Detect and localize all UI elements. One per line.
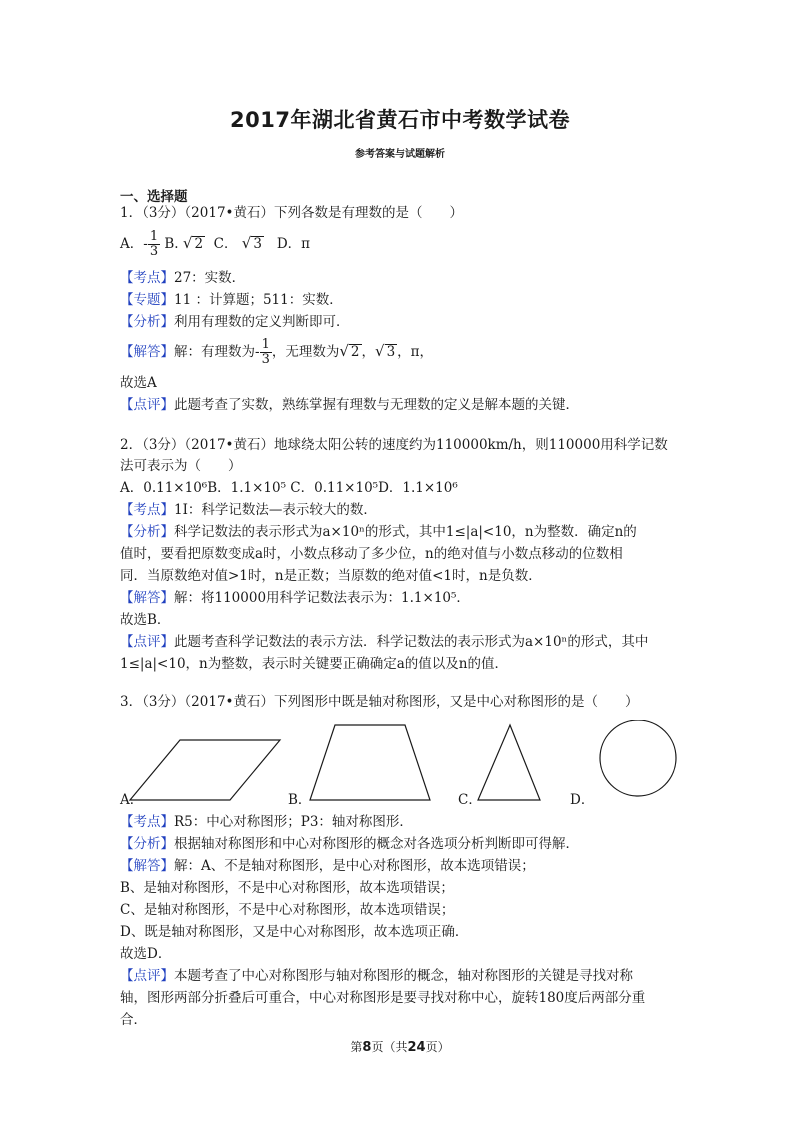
fraction: $\frac{1}{3}$ <box>261 337 270 367</box>
sqrt-icon: √ <box>339 342 349 360</box>
q2-options: A．0.11×10⁶B．1.1×10⁵ C．0.11×10⁵D．1.1×10⁶ <box>120 480 458 496</box>
q3-kaodian: 【考点】R5：中心对称图形；P3：轴对称图形． <box>120 814 413 830</box>
q3-jieda-line3: C、是轴对称图形，不是中心对称图形，故本选项错误； <box>120 902 455 918</box>
q1-options <box>120 230 310 259</box>
q1-dianping: 【点评】此题考查了实数，熟练掌握有理数与无理数的定义是解本题的关键． <box>120 397 579 413</box>
sqrt-icon: √ <box>241 234 252 252</box>
q1-option-a-label: A． <box>120 236 144 252</box>
circle-figure <box>600 720 676 796</box>
q3-dianping-line2: 轴，图形两部分折叠后可重合，中心对称图形是要寻找对称中心，旋转180度后两部分重 <box>120 990 646 1006</box>
q2-dianping-line1: 【点评】此题考查科学记数法的表示方法．科学记数法的表示形式为a×10ⁿ的形式，其中 <box>120 634 649 650</box>
q3-answer: 故选D． <box>120 946 172 962</box>
trapezoid-figure <box>310 725 430 800</box>
q2-fenxi-line1: 【分析】科学记数法的表示形式为a×10ⁿ的形式，其中1≤|a|<10，n为整数．确定n的 <box>120 524 637 540</box>
q3-dianping-line3: 合． <box>120 1012 147 1028</box>
q1-fenxi: 【分析】利用有理数的定义判断即可． <box>120 314 350 330</box>
q3-jieda-line4: D、既是轴对称图形，又是中心对称图形，故本选项正确． <box>120 924 469 940</box>
page-footer: 第8页（共24页） <box>350 1040 450 1055</box>
q3-label-d: D． <box>570 792 595 808</box>
q3-jieda-line1: 【解答】解：A、不是轴对称图形，是中心对称图形，故本选项错误； <box>120 858 535 874</box>
q2-jieda: 【解答】解：将110000用科学记数法表示为：1.1×10⁵． <box>120 590 470 606</box>
q1-kaodian: 【考点】27：实数． <box>120 270 246 286</box>
q2-fenxi-line2: 值时，要看把原数变成a时，小数点移动了多少位，n的绝对值与小数点移动的位数相 <box>120 546 623 562</box>
q3-stem: 3．（3分）（2017•黄石）下列图形中既是轴对称图形，又是中心对称图形的是（ ） <box>120 694 639 710</box>
parallelogram-figure <box>130 740 280 800</box>
page-total: 24 <box>407 1040 426 1055</box>
q2-stem-line2: 法可表示为（ ） <box>120 458 242 474</box>
q1-option-a-sign: - <box>143 236 148 252</box>
section-heading: 一、选择题 <box>120 189 188 205</box>
q1-option-c-radicand: 3 <box>253 236 262 252</box>
sqrt-icon: √ <box>375 342 385 360</box>
q3-label-c: C． <box>458 792 482 808</box>
page-subtitle: 参考答案与试题解析 <box>355 149 445 160</box>
q2-fenxi-line3: 同．当原数绝对值>1时，n是正数；当原数的绝对值<1时，n是负数． <box>120 568 542 584</box>
q3-label-a: A． <box>120 792 144 808</box>
q1-option-b-radicand: 2 <box>194 236 204 252</box>
page-title: 2017年湖北省黄石市中考数学试卷 <box>230 108 570 132</box>
q2-dianping-line2: 1≤|a|<10，n为整数，表示时关键要正确确定a的值以及n的值． <box>120 656 508 672</box>
q2-answer: 故选B． <box>120 612 171 628</box>
q1-option-b-label: B. <box>164 236 179 252</box>
q1-zhuanti: 【专题】11 ：计算题；511：实数． <box>120 292 343 308</box>
q3-jieda-line2: B、是轴对称图形，不是中心对称图形，故本选项错误； <box>120 880 454 896</box>
q3-figures <box>120 720 700 810</box>
q3-label-b: B． <box>288 792 312 808</box>
q2-kaodian: 【考点】1I：科学记数法—表示较大的数． <box>120 502 377 518</box>
q3-dianping-line1: 【点评】本题考查了中心对称图形与轴对称图形的概念，轴对称图形的关键是寻找对称 <box>120 968 633 984</box>
q1-option-d: D．π <box>276 236 311 252</box>
triangle-figure <box>478 725 540 800</box>
q1-stem: 1．（3分）（2017•黄石）下列各数是有理数的是（ ） <box>120 205 463 221</box>
q1-answer: 故选A <box>120 375 157 391</box>
sqrt-icon: √ <box>182 234 193 252</box>
page-number: 8 <box>362 1040 372 1055</box>
q3-fenxi: 【分析】根据轴对称图形和中心对称图形的概念对各选项分析判断即可得解． <box>120 836 579 852</box>
q1-option-a-fraction: $\frac{1}{3}$ <box>149 229 159 259</box>
q2-stem-line1: 2．（3分）（2017•黄石）地球绕太阳公转的速度约为110000km/h，则110000用科学记数 <box>120 437 668 453</box>
q1-jieda: 【解答】解：有理数为- $\frac{1}{3}$ ，无理数为√ 2 ，√ 3 ，π， <box>120 337 434 367</box>
q1-option-c-label: C． <box>213 236 238 252</box>
